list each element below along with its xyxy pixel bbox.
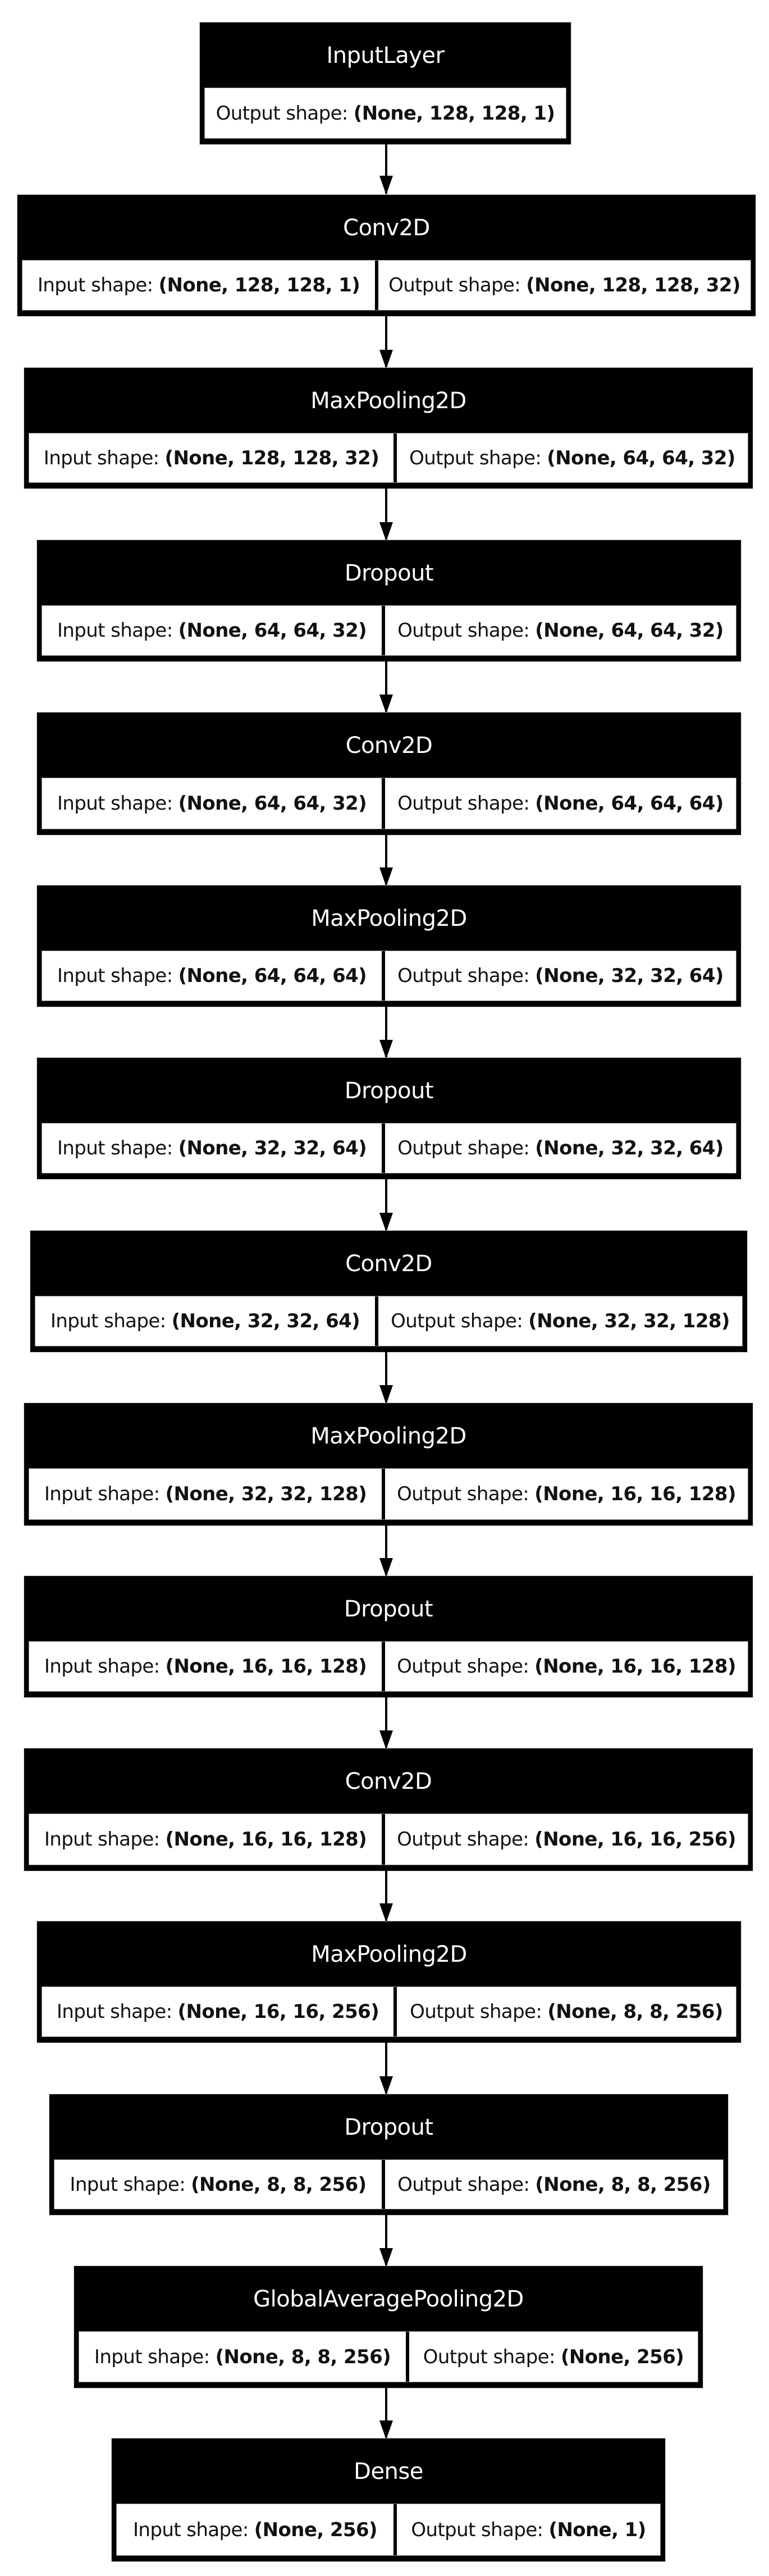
layer-shapes [42,1123,736,1173]
layer-title: Dropout [344,1596,433,1622]
input-shape-label: Input shape: [133,2518,249,2541]
layer-node-maxpooling2d [24,1403,753,1525]
output-shape-cell [393,2504,660,2555]
input-shape-value: (None, 16, 16, 128) [165,1655,367,1678]
input-shape-value: (None, 32, 32, 64) [178,1137,367,1159]
layer-node-maxpooling2d [37,885,741,1007]
layer-title: MaxPooling2D [311,906,467,931]
layer-node-conv2d [30,1231,747,1352]
layer-node-conv2d [37,712,741,835]
output-shape-label: Output shape: [388,274,521,296]
output-shape-label: Output shape: [397,2173,530,2196]
input-shape-cell [42,606,382,655]
input-shape-label: Input shape: [56,2000,172,2023]
output-shape-label: Output shape: [423,2345,555,2368]
layer-shapes [42,778,736,829]
output-shape-cell [382,951,736,1001]
layer-node-dropout [24,1576,753,1697]
input-shape-value: (None, 8, 8, 256) [215,2345,391,2368]
layer-title: Conv2D [343,215,430,241]
output-shape-cell [393,433,748,482]
output-shape-label: Output shape: [397,619,530,642]
output-shape-cell [406,2332,698,2382]
output-shape-label: Output shape: [397,1483,529,1505]
input-shape-cell [42,1987,393,2036]
layer-shapes [29,433,748,483]
output-shape-value: (None, 64, 64, 32) [547,446,735,469]
edge-arrow [385,2388,387,2438]
layer-title: Conv2D [345,733,433,759]
layer-node-dropout [37,1058,741,1179]
layer-title: MaxPooling2D [310,388,466,414]
layer-node-inputlayer [200,22,571,144]
layer-title: Dense [354,2459,423,2484]
layer-shapes [54,2159,724,2209]
layer-node-dense [112,2438,665,2561]
output-shape-label: Output shape: [397,792,530,815]
input-shape-cell [79,2332,406,2382]
input-shape-label: Input shape: [44,1655,160,1678]
input-shape-cell [42,1123,382,1173]
output-shape-label: Output shape: [397,1655,529,1678]
edge-arrow [385,2215,387,2266]
output-shape-cell [382,1814,748,1865]
output-shape-label: Output shape: [391,1310,523,1332]
layer-shapes [29,1814,748,1865]
input-shape-value: (None, 64, 64, 64) [178,965,367,987]
output-shape-cell [382,1469,748,1519]
output-shape-value: (None, 128, 128, 1) [353,102,555,125]
output-shape-cell [382,606,736,655]
output-shape-label: Output shape: [409,446,542,469]
input-shape-cell [29,1642,382,1691]
layer-shapes [35,1296,743,1346]
input-shape-label: Input shape: [43,446,159,469]
output-shape-value: (None, 8, 8, 256) [547,2000,723,2023]
input-shape-label: Input shape: [70,2173,186,2196]
layer-shapes [116,2504,661,2556]
layer-title: MaxPooling2D [310,1423,466,1449]
layer-title: Dropout [344,560,434,586]
input-shape-label: Input shape: [44,1828,160,1851]
edge-arrow [385,2043,387,2094]
output-shape-label: Output shape: [397,965,530,987]
input-shape-label: Input shape: [57,1137,173,1159]
edge-arrow [385,1871,387,1921]
layer-shapes [42,605,736,656]
layer-shapes [42,1986,736,2037]
input-shape-value: (None, 128, 128, 32) [164,446,379,469]
output-shape-value: (None, 128, 128, 32) [526,274,740,296]
output-shape-value: (None, 1) [548,2518,646,2541]
layer-shapes [29,1468,748,1520]
output-shape-value: (None, 64, 64, 64) [535,792,724,815]
layer-title: Dropout [344,1078,434,1104]
input-shape-value: (None, 8, 8, 256) [191,2173,367,2196]
output-shape-cell [205,88,566,138]
output-shape-value: (None, 8, 8, 256) [535,2173,711,2196]
output-shape-cell [382,1123,736,1173]
input-shape-value: (None, 16, 16, 256) [177,2000,379,2023]
input-shape-label: Input shape: [94,2345,210,2368]
edge-arrow [385,316,387,368]
output-shape-cell [382,778,736,829]
layer-title: Conv2D [345,1251,432,1277]
input-shape-label: Input shape: [57,792,173,815]
input-shape-value: (None, 16, 16, 128) [165,1828,367,1851]
layer-node-conv2d [24,1748,753,1871]
edge-arrow [385,1697,387,1748]
input-shape-value: (None, 256) [254,2518,377,2541]
input-shape-cell [29,1814,382,1865]
edge-arrow [385,1179,387,1231]
input-shape-cell [35,1296,375,1346]
layer-shapes [29,1641,748,1692]
output-shape-value: (None, 16, 16, 256) [534,1828,736,1851]
layer-shapes [22,260,751,310]
output-shape-cell [382,1642,748,1691]
input-shape-cell [42,951,382,1001]
output-shape-label: Output shape: [397,1828,529,1851]
layer-shapes [42,951,736,1001]
layer-node-maxpooling2d [37,1921,741,2043]
input-shape-label: Input shape: [50,1310,166,1332]
edge-arrow [385,1007,387,1058]
output-shape-value: (None, 16, 16, 128) [534,1655,736,1678]
input-shape-cell [29,433,393,482]
edge-arrow [385,1352,387,1403]
input-shape-label: Input shape: [37,274,153,296]
input-shape-value: (None, 128, 128, 1) [158,274,360,296]
layer-shapes [204,88,566,139]
layer-title: InputLayer [326,43,445,68]
input-shape-cell [117,2504,393,2555]
input-shape-cell [22,261,375,310]
layer-title: Dropout [344,2114,433,2140]
input-shape-label: Input shape: [57,619,173,642]
input-shape-cell [29,1469,382,1519]
output-shape-label: Output shape: [216,102,348,125]
output-shape-cell [382,2160,723,2209]
layer-node-dropout [49,2094,728,2215]
input-shape-value: (None, 32, 32, 128) [165,1483,367,1505]
input-shape-label: Input shape: [57,965,173,987]
output-shape-value: (None, 32, 32, 128) [528,1310,730,1332]
output-shape-label: Output shape: [410,2000,542,2023]
output-shape-value: (None, 256) [560,2345,684,2368]
edge-arrow [385,661,387,712]
edge-arrow [385,144,387,194]
output-shape-label: Output shape: [397,1137,530,1159]
output-shape-cell [393,1987,736,2036]
input-shape-cell [54,2160,382,2209]
layer-node-conv2d [17,195,756,316]
input-shape-value: (None, 32, 32, 64) [171,1310,360,1332]
input-shape-value: (None, 64, 64, 32) [178,619,367,642]
layer-title: Conv2D [345,1769,432,1794]
input-shape-label: Input shape: [44,1483,160,1505]
layer-node-globalaveragepooling2d [74,2266,703,2388]
output-shape-cell [375,1296,742,1346]
output-shape-value: (None, 32, 32, 64) [535,965,724,987]
layer-title: GlobalAveragePooling2D [253,2286,524,2312]
layer-node-dropout [37,540,741,661]
edge-arrow [385,488,387,540]
layer-title: MaxPooling2D [311,1942,467,1967]
output-shape-value: (None, 32, 32, 64) [535,1137,724,1159]
edge-arrow [385,835,387,885]
output-shape-value: (None, 16, 16, 128) [534,1483,736,1505]
layer-shapes [79,2331,698,2382]
layer-node-maxpooling2d [24,368,753,488]
output-shape-label: Output shape: [411,2518,543,2541]
input-shape-value: (None, 64, 64, 32) [178,792,367,815]
output-shape-value: (None, 64, 64, 32) [535,619,724,642]
output-shape-cell [375,261,750,310]
input-shape-cell [42,778,382,829]
edge-arrow [385,1525,387,1576]
